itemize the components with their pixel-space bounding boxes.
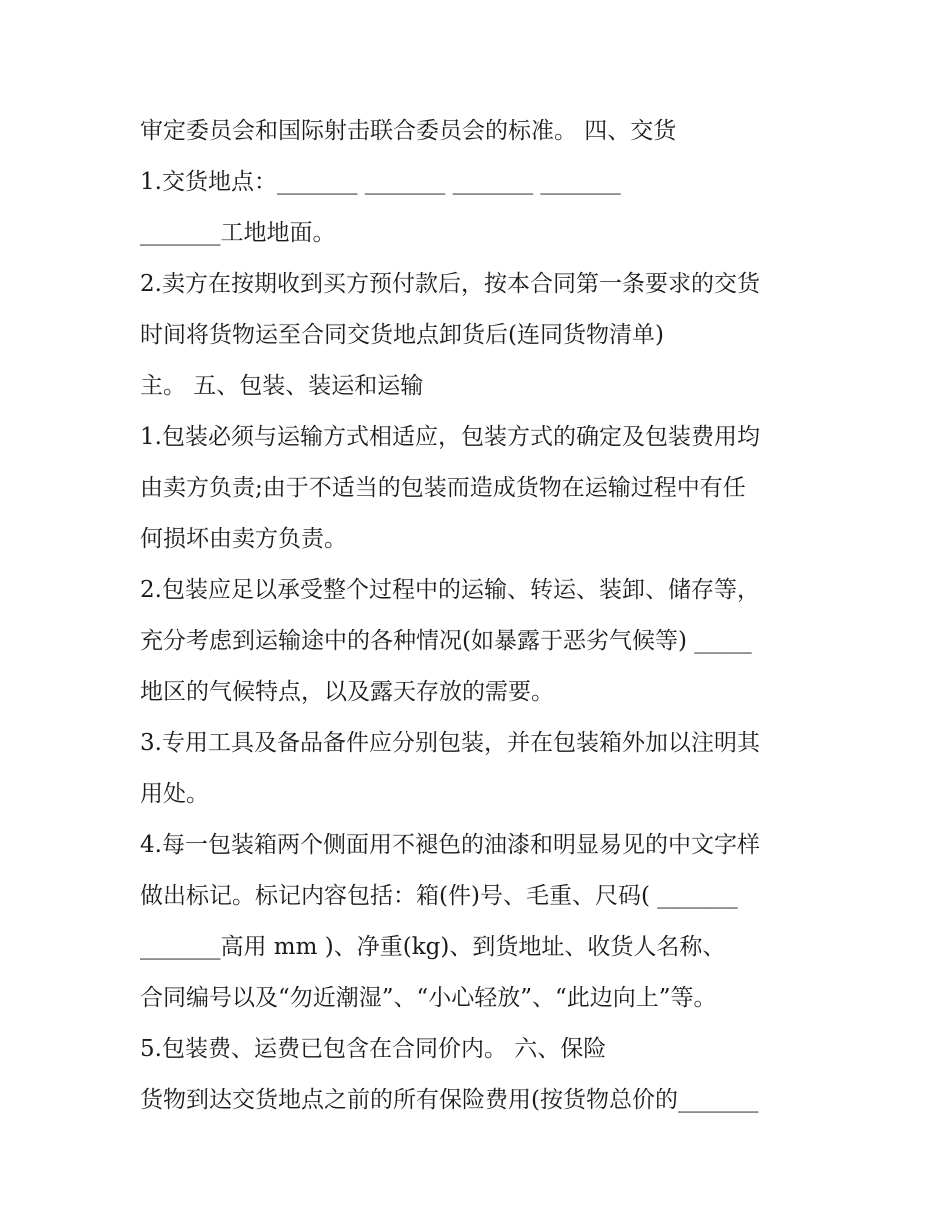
text-line-16: 做出标记。标记内容包括：箱(件)号、毛重、尺码( _______ — [140, 883, 738, 909]
text-line-9: 何损坏由卖方负责。 — [140, 526, 347, 552]
text-line-5: 时间将货物运至合同交货地点卸货后(连同货物清单) — [140, 322, 664, 348]
text-line-2: 1.交货地点：_______ _______ _______ _______ — [140, 169, 621, 195]
text-line-7: 1.包装必须与运输方式相适应，包装方式的确定及包装费用均 — [140, 424, 760, 450]
text-line-6: 主。 五、包装、装运和运输 — [140, 373, 424, 399]
text-line-1: 审定委员会和国际射击联合委员会的标准。 四、交货 — [140, 118, 677, 144]
text-line-12: 地区的气候特点，以及露天存放的需要。 — [140, 679, 554, 705]
text-line-14: 用处。 — [140, 781, 209, 807]
text-line-8: 由卖方负责;由于不适当的包装而造成货物在运输过程中有任 — [140, 475, 746, 501]
text-line-20: 货物到达交货地点之前的所有保险费用(按货物总价的_______ — [140, 1087, 759, 1113]
text-line-10: 2.包装应足以承受整个过程中的运输、转运、装卸、储存等， — [140, 577, 760, 603]
text-line-3: _______工地地面。 — [140, 220, 336, 246]
text-line-18: 合同编号以及“勿近潮湿”、“小心轻放”、“此边向上”等。 — [140, 985, 717, 1011]
text-line-4: 2.卖方在按期收到买方预付款后，按本合同第一条要求的交货 — [140, 271, 760, 297]
document-body — [140, 106, 820, 1126]
text-line-11: 充分考虑到运输途中的各种情况(如暴露于恶劣气候等) _____ — [140, 628, 752, 654]
text-line-15: 4.每一包装箱两个侧面用不褪色的油漆和明显易见的中文字样 — [140, 832, 760, 858]
text-line-19: 5.包装费、运费已包含在合同价内。 六、保险 — [140, 1036, 607, 1062]
text-line-17: _______高用 mm )、净重(kg)、到货地址、收货人名称、 — [140, 934, 726, 960]
text-line-13: 3.专用工具及备品备件应分别包装，并在包装箱外加以注明其 — [140, 730, 760, 756]
